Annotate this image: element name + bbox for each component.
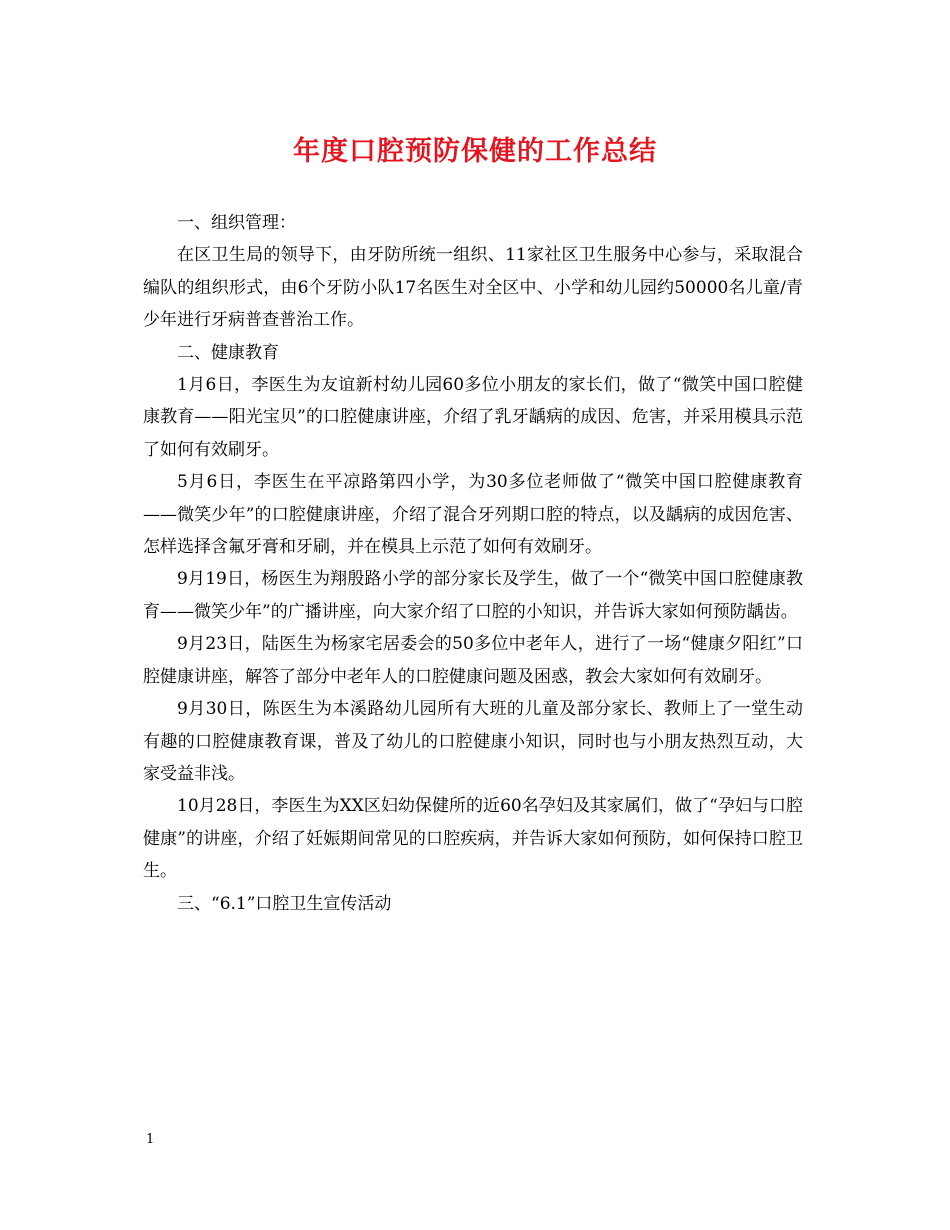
- paragraph-sep-30: 9月30日，陈医生为本溪路幼儿园所有大班的儿童及部分家长、教师上了一堂生动有趣的口腔健康教育课，普及了幼儿的口腔健康小知识，同时也与小朋友热烈互动，大家受益非浅。: [143, 699, 803, 784]
- document-title: 年度口腔预防保健的工作总结: [293, 136, 657, 167]
- paragraph-sep-23: 9月23日，陆医生为杨家宅居委会的50多位中老年人，进行了一场“健康夕阳红”口腔健康讲座，解答了部分中老年人的口腔健康问题及困惑，教会大家如何有效刷牙。: [143, 634, 803, 687]
- section-heading-children-day: 三、“6.1”口腔卫生宣传活动: [177, 893, 392, 914]
- section-heading-health-education: 二、健康教育: [177, 342, 279, 363]
- section-heading-organization: 一、组织管理：: [177, 213, 296, 233]
- paragraph-may-6: 5月6日，李医生在平凉路第四小学，为30多位老师做了“微笑中国口腔健康教育——微笑少年”的口腔健康讲座，介绍了混合牙列期口腔的特点，以及龋病的成因危害、怎样选择含氟牙膏和牙刷，并在模具上示范了如何有效刷牙。: [143, 472, 803, 558]
- page-number: 1: [146, 1132, 155, 1147]
- document-body: [143, 207, 803, 920]
- paragraph-jan-6: 1月6日，李医生为友谊新村幼儿园60多位小朋友的家长们，做了“微笑中国口腔健康教育——阳光宝贝”的口腔健康讲座，介绍了乳牙龋病的成因、危害，并采用模具示范了如何有效刷牙。: [143, 375, 803, 460]
- paragraph-sep-19: 9月19日，杨医生为翔殷路小学的部分家长及学生，做了一个“微笑中国口腔健康教育——微笑少年”的广播讲座，向大家介绍了口腔的小知识，并告诉大家如何预防龋齿。: [143, 569, 803, 622]
- paragraph-organization: 在区卫生局的领导下，由牙防所统一组织、11家社区卫生服务中心参与，采取混合编队的组织形式，由6个牙防小队17名医生对全区中、小学和幼儿园约50000名儿童/青少年进行牙病普查普治工作。: [143, 245, 803, 331]
- paragraph-oct-28: 10月28日，李医生为XX区妇幼保健所的近60名孕妇及其家属们，做了“孕妇与口腔健康”的讲座，介绍了妊娠期间常见的口腔疾病，并告诉大家如何预防，如何保持口腔卫生。: [143, 796, 803, 882]
